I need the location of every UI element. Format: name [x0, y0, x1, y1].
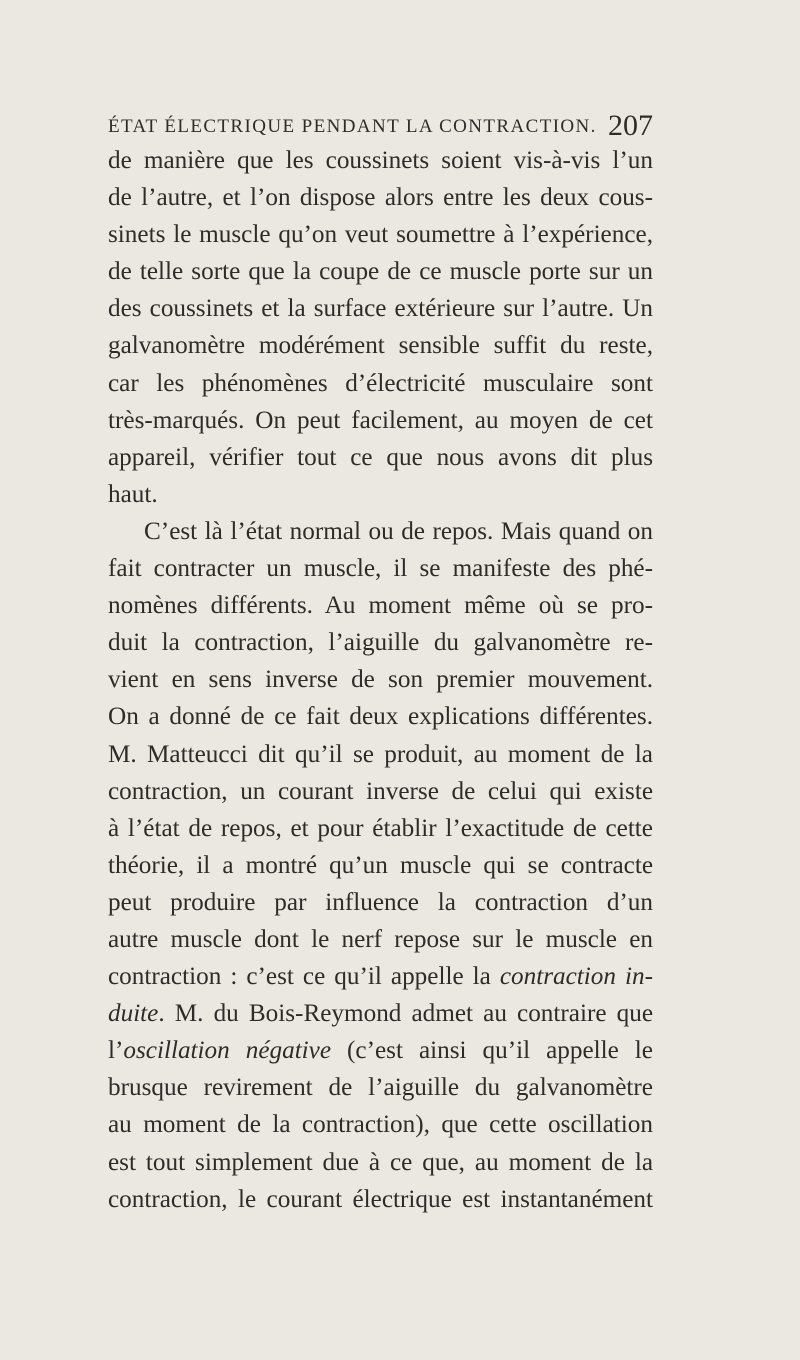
text-line: de telle sorte que la coupe de ce muscle porte sur un — [108, 258, 653, 286]
text-segment: . M. du Bois-Reymond admet au contraire que — [158, 1000, 653, 1028]
text-segment: contraction : c’est ce qu’il appelle la — [108, 963, 500, 991]
italic-term: duite — [108, 1000, 159, 1028]
text-line: car les phénomènes d’électricité musculaire sont — [108, 369, 653, 397]
text-line: brusque revirement de l’aiguille du galvanomètre — [108, 1074, 653, 1102]
text-line: nomènes différents. Au moment même où se pro- — [108, 592, 653, 620]
text-line: peut produire par influence la contraction d’un — [108, 888, 653, 916]
text-line: duit la contraction, l’aiguille du galvanomètre re- — [108, 629, 653, 657]
text-segment: (c’est ainsi qu’il appelle le — [331, 1037, 653, 1065]
page-number: 207 — [608, 109, 653, 142]
text-line-with-italic — [108, 995, 653, 1032]
text-segment: l’ — [108, 1037, 124, 1065]
text-line: contraction, le courant électrique est instantanément — [108, 1185, 653, 1213]
text-line: de manière que les coussinets soient vis-à-vis l’un — [108, 147, 653, 174]
text-line: est tout simplement due à ce que, au moment de la — [108, 1148, 653, 1176]
running-title: ÉTAT ÉLECTRIQUE PENDANT LA CONTRACTION. — [108, 116, 597, 137]
body-text — [108, 142, 653, 1218]
text-line: de l’autre, et l’on dispose alors entre les deux cous- — [108, 184, 653, 212]
text-line: On a donné de ce fait deux explications différentes. — [108, 703, 653, 731]
text-line-with-italic — [108, 1032, 653, 1069]
text-line: autre muscle dont le nerf repose sur le muscle en — [108, 925, 653, 953]
text-line: haut. — [108, 480, 158, 508]
text-line: des coussinets et la surface extérieure sur l’autre. Un — [108, 295, 653, 323]
text-line: vient en sens inverse de son premier mouvement. — [108, 666, 653, 694]
text-line: théorie, il a montré qu’un muscle qui se contracte — [108, 851, 653, 879]
text-line: très-marqués. On peut facilement, au moyen de cet — [108, 406, 653, 434]
text-line: sinets le muscle qu’on veut soumettre à l’expérience, — [108, 221, 653, 249]
paragraph-start-line: C’est là l’état normal ou de repos. Mais quand on — [144, 517, 653, 545]
italic-term: oscillation négative — [123, 1037, 332, 1065]
text-line: à l’état de repos, et pour établir l’exactitude de cette — [108, 814, 653, 842]
text-line: M. Matteucci dit qu’il se produit, au moment de la — [108, 740, 653, 768]
text-line-with-italic — [108, 958, 653, 995]
text-line: contraction, un courant inverse de celui qui existe — [108, 777, 653, 805]
italic-term: contraction in- — [499, 963, 653, 991]
text-line: fait contracter un muscle, il se manifeste des phé- — [108, 555, 653, 583]
text-line: au moment de la contraction), que cette oscillation — [108, 1111, 653, 1139]
text-line: galvanomètre modérément sensible suffit du reste, — [108, 332, 653, 360]
text-line: appareil, vérifier tout ce que nous avons dit plus — [108, 443, 653, 471]
